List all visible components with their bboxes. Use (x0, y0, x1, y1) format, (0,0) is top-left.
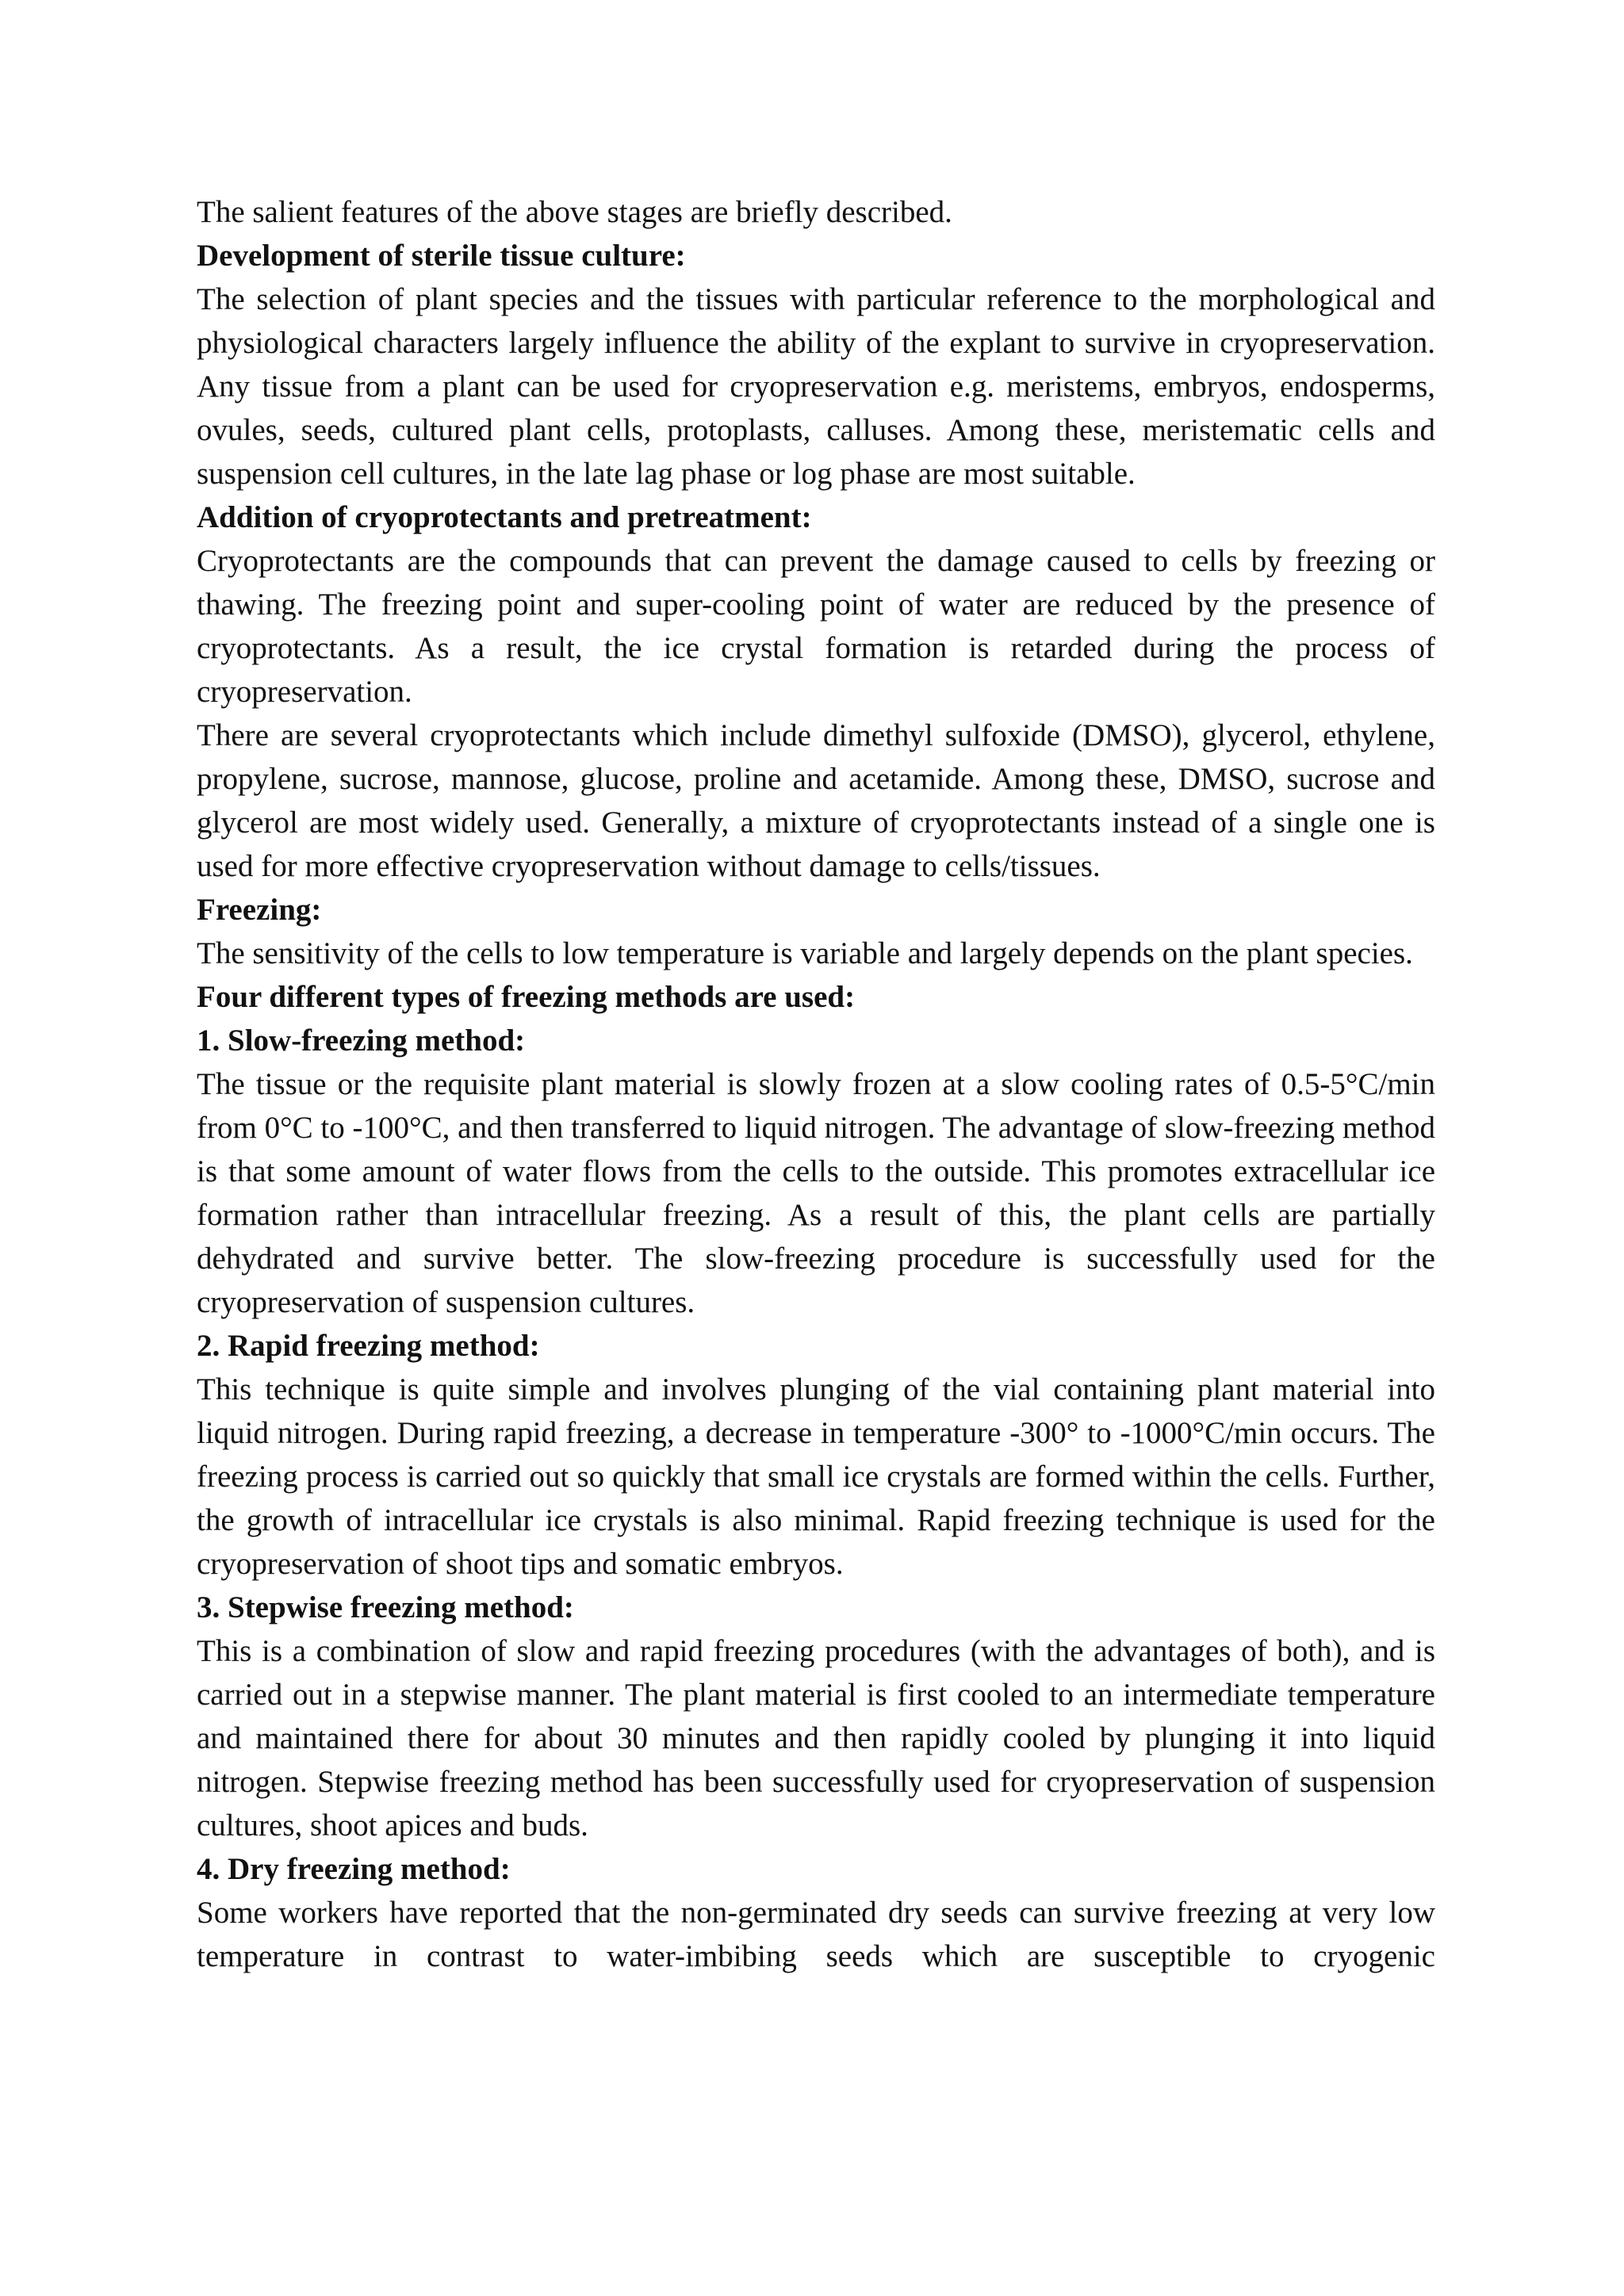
paragraph-cryoprotectants-types: There are several cryoprotectants which include dimethyl sulfoxide (DMSO), glycerol, ethylene, propylene, sucrose, mannose, glucose, proline and acetamide. Among these, DMSO, sucrose and glycerol are most widely used. Generally, a mixture of cryoprotectants instead of a single one is used for more effective cryopreservation without damage to cells/tissues. (197, 718, 1435, 883)
heading-sterile-tissue-culture: Development of sterile tissue culture: (197, 239, 686, 273)
document-page (197, 190, 1435, 1978)
paragraph-freezing: The sensitivity of the cells to low temperature is variable and largely depends on the plant species. (197, 936, 1413, 970)
heading-rapid-freezing: 2. Rapid freezing method: (197, 1329, 540, 1363)
paragraph-dry-freezing: Some workers have reported that the non-germinated dry seeds can survive freezing at very low temperature in contrast to water-imbibing seeds which are susceptible to cryogenic (197, 1896, 1435, 1973)
paragraph-cryoprotectants-definition: Cryoprotectants are the compounds that can prevent the damage caused to cells by freezing or thawing. The freezing point and super-cooling point of water are reduced by the presence of cryoprotectants. As a result, the ice crystal formation is retarded during the process of cryopreservation. (197, 544, 1435, 709)
paragraph-stepwise-freezing: This is a combination of slow and rapid freezing procedures (with the advantages of both), and is carried out in a stepwise manner. The plant material is first cooled to an intermediate temperature and maintained there for about 30 minutes and then rapidly cooled by plunging it into liquid nitrogen. Stepwise freezing method has been successfully used for cryopreservation of suspension cultures, shoot apices and buds. (197, 1634, 1435, 1843)
paragraph-sterile-tissue-culture: The selection of plant species and the tissues with particular reference to the morphological and physiological characters largely influence the ability of the explant to survive in cryopreservation. Any tissue from a plant can be used for cryopreservation e.g. meristems, embryos, endosperms, ovules, seeds, cultured plant cells, protoplasts, calluses. Among these, meristematic cells and suspension cell cultures, in the late lag phase or log phase are most suitable. (197, 282, 1435, 491)
paragraph-slow-freezing: The tissue or the requisite plant material is slowly frozen at a slow cooling rates of 0.5-5°C/min from 0°C to -100°C, and then transferred to liquid nitrogen. The advantage of slow-freezing method is that some amount of water flows from the cells to the outside. This promotes extracellular ice formation rather than intracellular freezing. As a result of this, the plant cells are partially dehydrated and survive better. The slow-freezing procedure is successfully used for the cryopreservation of suspension cultures. (197, 1067, 1435, 1319)
heading-slow-freezing: 1. Slow-freezing method: (197, 1024, 526, 1058)
heading-stepwise-freezing: 3. Stepwise freezing method: (197, 1590, 574, 1624)
heading-freezing: Freezing: (197, 893, 322, 927)
heading-cryoprotectants: Addition of cryoprotectants and pretreatment: (197, 500, 812, 534)
intro-text: The salient features of the above stages are briefly described. (197, 195, 952, 229)
heading-freezing-methods: Four different types of freezing methods are used: (197, 980, 856, 1014)
heading-dry-freezing: 4. Dry freezing method: (197, 1852, 511, 1886)
paragraph-rapid-freezing: This technique is quite simple and involves plunging of the vial containing plant material into liquid nitrogen. During rapid freezing, a decrease in temperature -300° to -1000°C/min occurs. The freezing process is carried out so quickly that small ice crystals are formed within the cells. Further, the growth of intracellular ice crystals is also minimal. Rapid freezing technique is used for the cryopreservation of shoot tips and somatic embryos. (197, 1372, 1435, 1581)
